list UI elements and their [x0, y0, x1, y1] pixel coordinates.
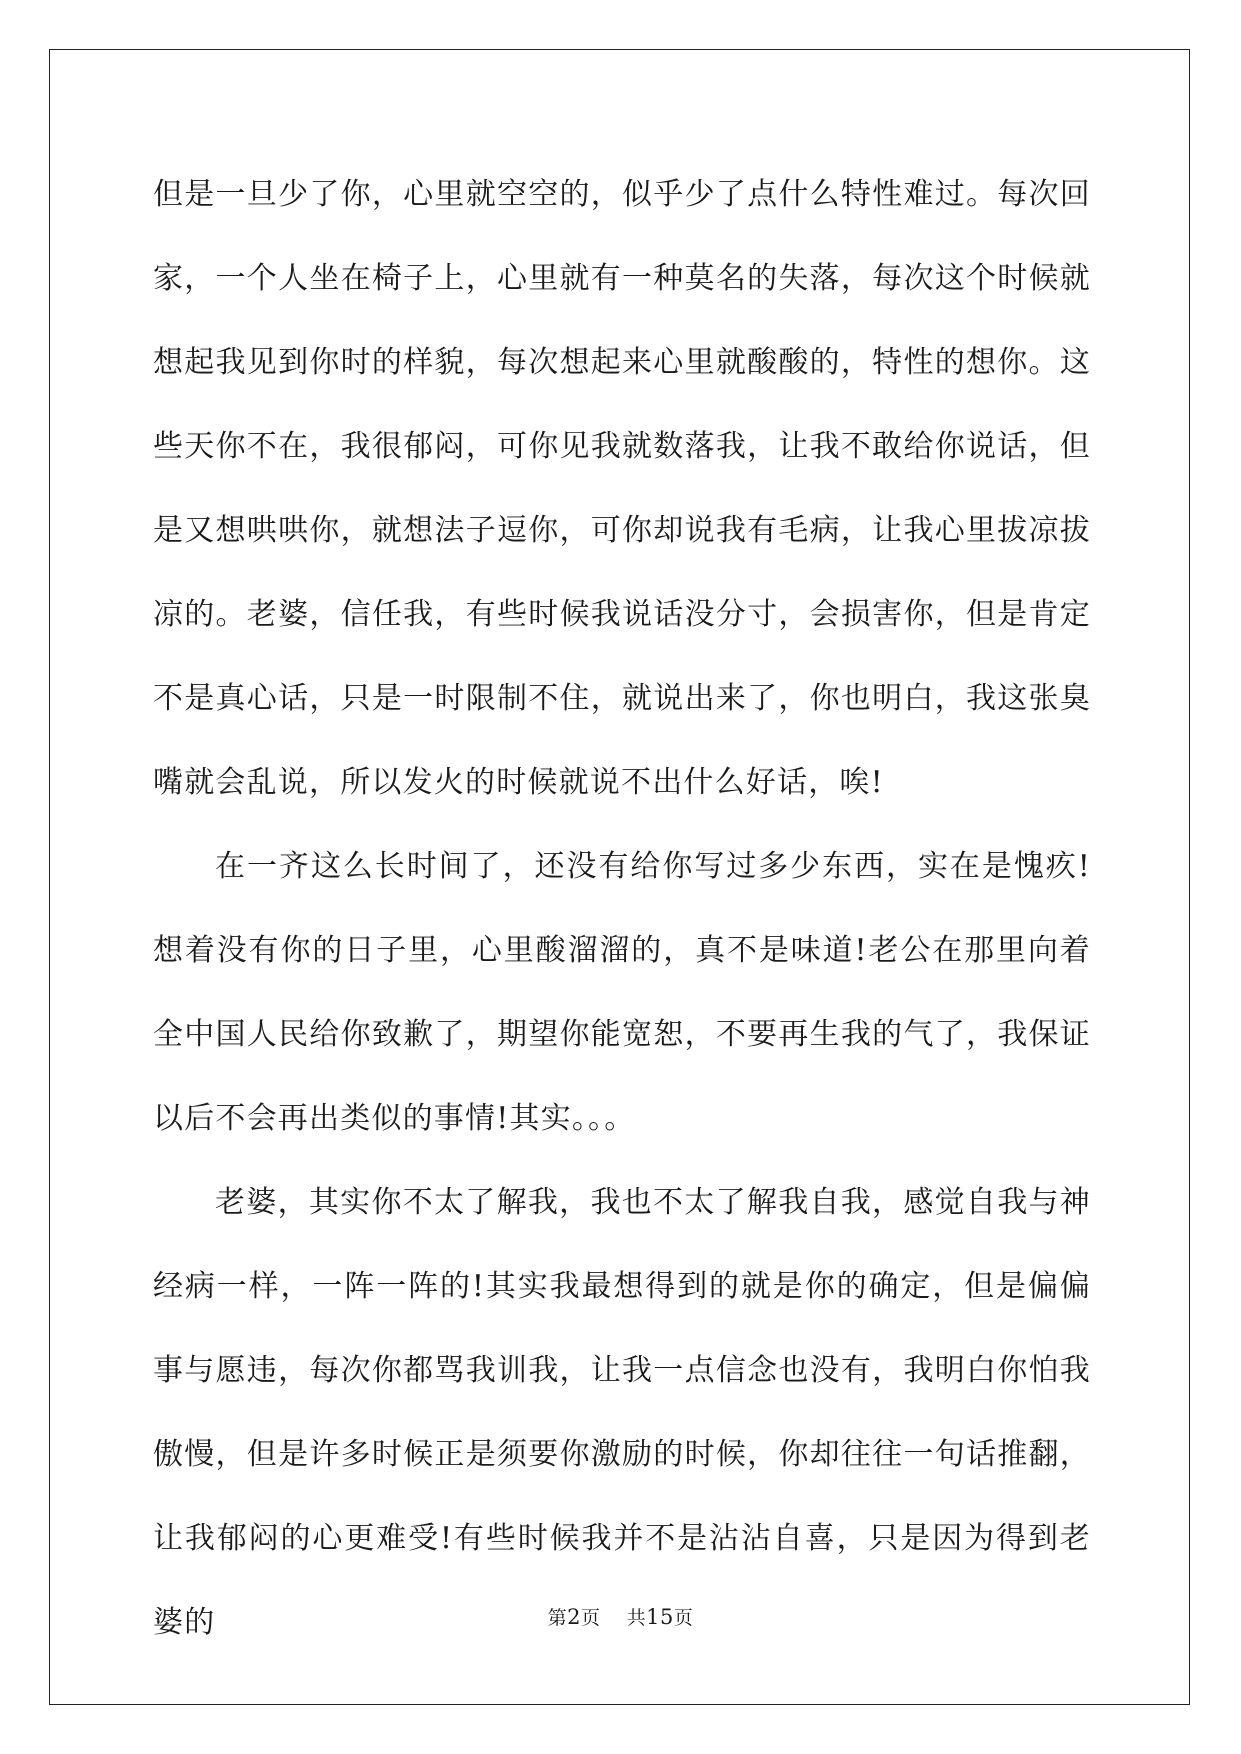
total-pages: 15: [646, 1605, 674, 1629]
total-suffix: 页: [673, 1607, 694, 1629]
page-number: 2: [567, 1605, 581, 1629]
page-suffix: 页: [580, 1607, 601, 1629]
footer-gap: [600, 1607, 626, 1629]
page-prefix: 第: [547, 1607, 568, 1629]
document-body: [153, 153, 1091, 1665]
page-footer: [0, 1603, 1241, 1630]
total-prefix: 共: [626, 1607, 647, 1629]
paragraph-2: 在一齐这么长时间了，还没有给你写过多少东西，实在是愧疚!想着没有你的日子里，心里酸溜溜的，真不是味道!老公在那里向着全中国人民给你致歉了，期望你能宽恕，不要再生我的气了，我保证以后不会再出类似的事情!其实。。。: [153, 849, 1091, 1136]
paragraph-3: 老婆，其实你不太了解我，我也不太了解我自我，感觉自我与神经病一样，一阵一阵的!其实我最想得到的就是你的确定，但是偏偏事与愿违，每次你都骂我训我，让我一点信念也没有，我明白你怕我傲慢，但是许多时候正是须要你激励的时候，你却往往一句话推翻，让我郁闷的心更难受!有些时候我并不是沾沾自喜，只是因为得到老婆的: [153, 1185, 1091, 1640]
paragraph-1: 但是一旦少了你，心里就空空的，似乎少了点什么特性难过。每次回家，一个人坐在椅子上，心里就有一种莫名的失落，每次这个时候就想起我见到你时的样貌，每次想起来心里就酸酸的，特性的想你。这些天你不在，我很郁闷，可你见我就数落我，让我不敢给你说话，但是又想哄哄你，就想法子逗你，可你却说我有毛病，让我心里拔凉拔凉的。老婆，信任我，有些时候我说话没分寸，会损害你，但是肯定不是真心话，只是一时限制不住，就说出来了，你也明白，我这张臭嘴就会乱说，所以发火的时候就说不出什么好话，唉!: [153, 177, 1091, 800]
